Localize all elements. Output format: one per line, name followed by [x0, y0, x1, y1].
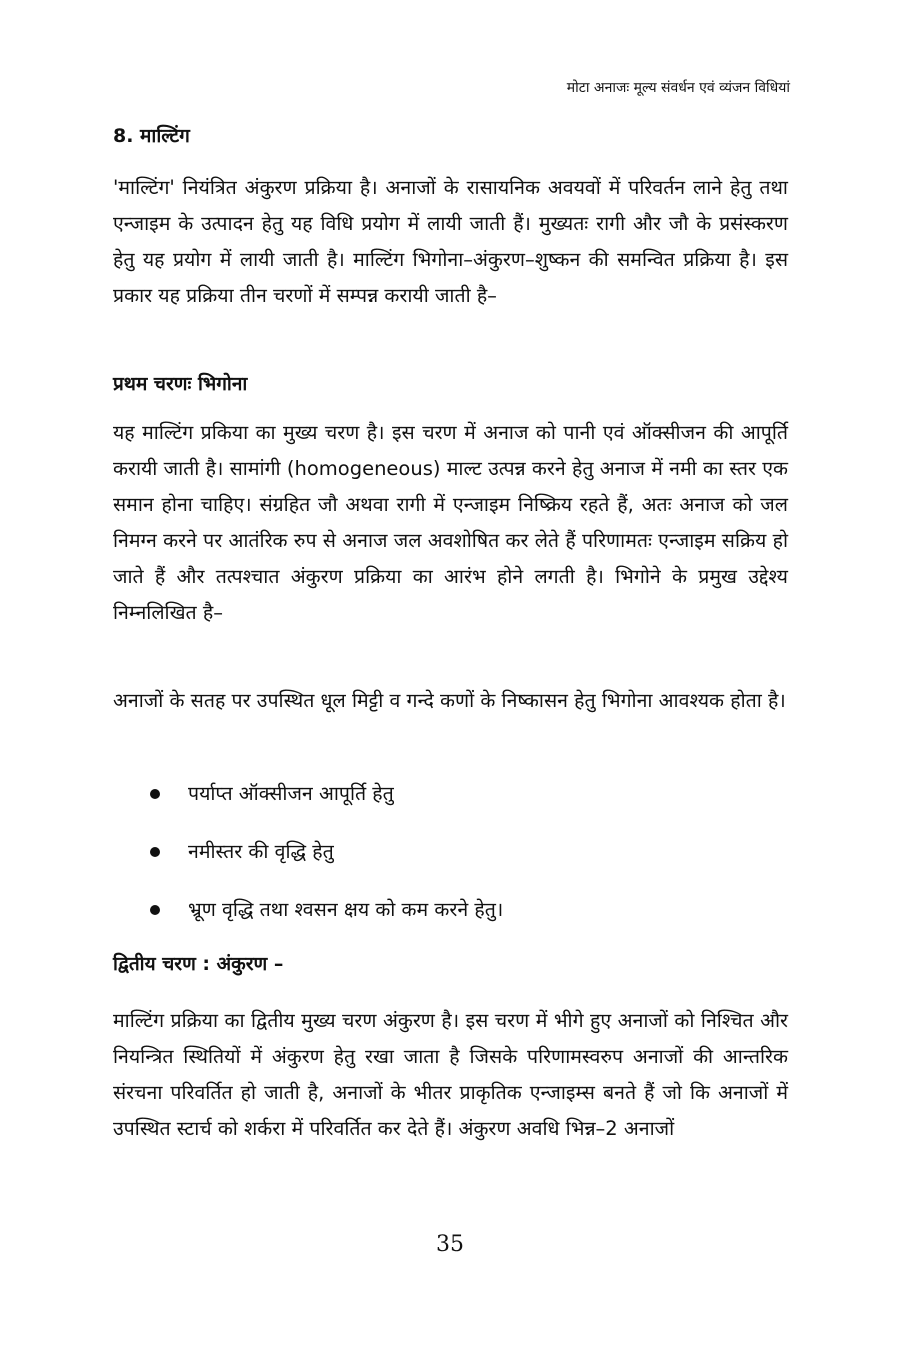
list-item-text: पर्याप्त ऑक्सीजन आपूर्ति हेतु: [188, 782, 394, 805]
objectives-list: [150, 776, 790, 950]
bullet-icon: [150, 905, 160, 915]
bullet-icon: [150, 789, 160, 799]
section-heading: 8. माल्टिंग: [113, 125, 190, 147]
step1-paragraph-2: अनाजों के सतह पर उपस्थित धूल मिट्टी व गन्दे कणों के निष्कासन हेतु भिगोना आवश्यक होता है।: [113, 689, 786, 712]
list-item-text: भ्रूण वृद्धि तथा श्वसन क्षय को कम करने हेतु।: [188, 898, 504, 921]
step2-paragraph: माल्टिंग प्रक्रिया का द्वितीय मुख्य चरण अंकुरण है। इस चरण में भीगे हुए अनाजों को निश्चित और नियन्त्रित स्थितियों में अंकुरण हेतु रखा जाता है जिसके परिणामस्वरुप अनाजों की आन्तरिक संरचना परिवर्तित हो जाती है, अनाजों के भीतर प्राकृतिक एन्जाइम्स बनते हैं जो कि अनाजों में उपस्थित स्टार्च को शर्करा में परिवर्तित कर देते हैं। अंकुरण अवधि भिन्न–2 अनाजों: [113, 1009, 788, 1140]
step2-heading: द्वितीय चरण : अंकुरण –: [113, 953, 284, 975]
intro-paragraph: 'माल्टिंग' नियंत्रित अंकुरण प्रक्रिया है। अनाजों के रासायनिक अवयवों में परिवर्तन लाने हेतु तथा एन्जाइम के उत्पादन हेतु यह विधि प्रयोग में लायी जाती हैं। मुख्यतः रागी और जौ के प्रसंस्करण हेतु यह प्रयोग में लायी जाती है। माल्टिंग भिगोना–अंकुरण–शुष्कन की समन्वित प्रक्रिया है। इस प्रकार यह प्रक्रिया तीन चरणों में सम्पन्न करायी जाती है–: [113, 176, 788, 307]
page-number: 35: [436, 1232, 464, 1257]
bullet-icon: [150, 847, 160, 857]
step1-heading: प्रथम चरणः भिगोना: [113, 373, 248, 395]
running-header: मोटा अनाजः मूल्य संवर्धन एवं व्यंजन विधियां: [566, 80, 790, 96]
list-item: [150, 892, 790, 950]
list-item: [150, 776, 790, 834]
list-item-text: नमीस्तर की वृद्धि हेतु: [188, 840, 334, 863]
step1-paragraph: यह माल्टिंग प्रकिया का मुख्य चरण है। इस चरण में अनाज को पानी एवं ऑक्सीजन की आपूर्ति करायी जाती है। सामांगी (homogeneous) माल्ट उत्पन्न करने हेतु अनाज में नमी का स्तर एक समान होना चाहिए। संग्रहित जौ अथवा रागी में एन्जाइम निष्क्रिय रहते हैं, अतः अनाज को जल निमग्न करने पर आतंरिक रुप से अनाज जल अवशोषित कर लेते हैं परिणामतः एन्जाइम सक्रिय हो जाते हैं और तत्पश्चात अंकुरण प्रक्रिया का आरंभ होने लगती है। भिगोने के प्रमुख उद्देश्य निम्नलिखित है–: [113, 421, 788, 624]
list-item: [150, 834, 790, 892]
